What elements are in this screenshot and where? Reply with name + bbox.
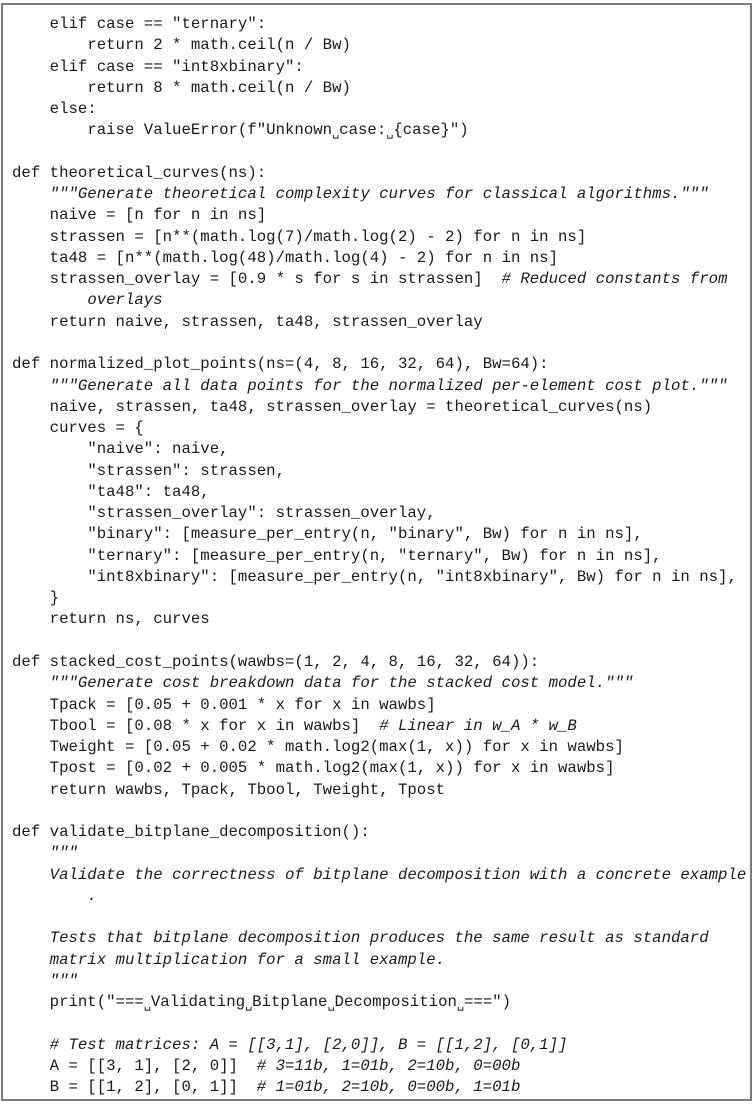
code-listing bbox=[12, 14, 746, 1099]
line-indent bbox=[12, 1036, 50, 1054]
code-text: Tpack = [0.05 + 0.001 * x for x in wawbs] bbox=[49, 695, 436, 714]
code-line bbox=[12, 631, 746, 652]
code-line bbox=[12, 886, 746, 907]
line-indent bbox=[12, 504, 87, 522]
code-text: return ns, curves bbox=[49, 610, 210, 629]
line-indent bbox=[12, 483, 87, 501]
code-line bbox=[12, 461, 746, 482]
code-line bbox=[12, 822, 746, 843]
code-text: "ternary": [measure_per_entry(n, "ternary", Bw) for n in ns], bbox=[87, 546, 662, 565]
code-text: return naive, strassen, ta48, strassen_overlay bbox=[49, 312, 483, 331]
code-text: def normalized_plot_points(ns=(4, 8, 16, 32, 64), Bw=64): bbox=[12, 355, 549, 374]
code-line bbox=[12, 418, 746, 439]
docstring-text: """ bbox=[49, 971, 78, 990]
line-indent bbox=[12, 1057, 50, 1075]
code-line bbox=[12, 184, 746, 205]
line-indent bbox=[12, 185, 50, 203]
code-text: "ta48": ta48, bbox=[87, 482, 210, 501]
code-line bbox=[12, 1013, 746, 1034]
code-line bbox=[12, 928, 746, 949]
code-line bbox=[12, 716, 746, 737]
visible-space-glyph: ␣ bbox=[332, 126, 340, 141]
code-line bbox=[12, 269, 746, 290]
code-text: Tbool = [0.08 * x for x in wawbs] bbox=[49, 716, 380, 735]
line-indent bbox=[12, 547, 87, 565]
line-indent bbox=[12, 291, 87, 309]
code-text: raise ValueError(f"Unknown␣case:␣{case}") bbox=[87, 121, 469, 141]
code-line bbox=[12, 227, 746, 248]
line-indent bbox=[12, 15, 50, 33]
code-line bbox=[12, 376, 746, 397]
code-text: elif case == "int8xbinary": bbox=[49, 57, 304, 76]
code-comment: # Linear in w_A * w_B bbox=[379, 716, 577, 735]
code-line bbox=[12, 843, 746, 864]
code-text: print("===␣Validating␣Bitplane␣Decomposition␣===") bbox=[49, 993, 512, 1012]
line-indent bbox=[12, 993, 50, 1011]
code-text: def theoretical_curves(ns): bbox=[12, 163, 267, 182]
code-line bbox=[12, 907, 746, 928]
line-indent bbox=[12, 610, 50, 628]
code-line bbox=[12, 695, 746, 716]
code-comment: # 1=01b, 2=10b, 0=00b, 1=01b bbox=[256, 1078, 521, 1097]
line-indent bbox=[12, 36, 87, 54]
line-indent bbox=[12, 121, 87, 139]
code-text: B = [[1, 2], [0, 1]] bbox=[49, 1078, 257, 1097]
code-text: naive = [n for n in ns] bbox=[49, 206, 267, 225]
line-indent bbox=[12, 79, 87, 97]
docstring-text: """Generate all data points for the normalized per-element cost plot.""" bbox=[49, 376, 728, 395]
code-line bbox=[12, 673, 746, 694]
code-text: else: bbox=[49, 100, 97, 119]
code-line bbox=[12, 163, 746, 184]
code-line bbox=[12, 971, 746, 992]
line-indent bbox=[12, 696, 50, 714]
line-indent bbox=[12, 377, 50, 395]
code-line bbox=[12, 205, 746, 226]
code-line bbox=[12, 652, 746, 673]
line-indent bbox=[12, 440, 87, 458]
code-line bbox=[12, 780, 746, 801]
code-text: return 8 * math.ceil(n / Bw) bbox=[87, 78, 351, 97]
code-line bbox=[12, 142, 746, 163]
code-text: strassen = [n**(math.log(7)/math.log(2) - 2) for n in ns] bbox=[49, 227, 587, 246]
line-indent bbox=[12, 887, 87, 905]
code-text: def validate_bitplane_decomposition(): bbox=[12, 823, 370, 842]
line-indent bbox=[12, 58, 50, 76]
code-line bbox=[12, 609, 746, 630]
code-comment: # 3=11b, 1=01b, 2=10b, 0=00b bbox=[256, 1057, 521, 1076]
code-line bbox=[12, 503, 746, 524]
line-indent bbox=[12, 228, 50, 246]
code-line bbox=[12, 354, 746, 375]
line-indent bbox=[12, 249, 50, 267]
line-indent bbox=[12, 313, 50, 331]
code-line bbox=[12, 1056, 746, 1077]
docstring-text: """Generate cost breakdown data for the stacked cost model.""" bbox=[49, 674, 634, 693]
code-line bbox=[12, 35, 746, 56]
code-text: Tpost = [0.02 + 0.005 * math.log2(max(1, x)) for x in wawbs] bbox=[49, 759, 615, 778]
line-indent bbox=[12, 589, 50, 607]
code-line bbox=[12, 439, 746, 460]
code-text: } bbox=[49, 589, 60, 608]
code-text: ta48 = [n**(math.log(48)/math.log(4) - 2) for n in ns] bbox=[49, 248, 559, 267]
line-indent bbox=[12, 781, 50, 799]
code-line bbox=[12, 1035, 746, 1056]
code-line bbox=[12, 588, 746, 609]
line-indent bbox=[12, 398, 50, 416]
line-indent bbox=[12, 419, 50, 437]
docstring-text: """Generate theoretical complexity curves for classical algorithms.""" bbox=[49, 185, 709, 204]
line-indent bbox=[12, 462, 87, 480]
line-indent bbox=[12, 206, 50, 224]
line-indent bbox=[12, 738, 50, 756]
code-line bbox=[12, 99, 746, 120]
code-line bbox=[12, 992, 746, 1013]
visible-space-glyph: ␣ bbox=[456, 997, 465, 1012]
line-indent bbox=[12, 270, 50, 288]
line-indent bbox=[12, 951, 50, 969]
line-indent bbox=[12, 100, 50, 118]
visible-space-glyph: ␣ bbox=[386, 126, 394, 141]
code-text: "strassen": strassen, bbox=[87, 461, 286, 480]
code-line bbox=[12, 333, 746, 354]
line-indent bbox=[12, 1078, 50, 1096]
code-text: A = [[3, 1], [2, 0]] bbox=[49, 1057, 257, 1076]
docstring-text: . bbox=[87, 886, 97, 905]
docstring-text: """ bbox=[49, 844, 78, 863]
code-line bbox=[12, 950, 746, 971]
line-indent bbox=[12, 525, 87, 543]
visible-space-glyph: ␣ bbox=[143, 997, 151, 1012]
line-indent bbox=[12, 972, 50, 990]
line-indent bbox=[12, 759, 50, 777]
docstring-text: overlays bbox=[87, 291, 163, 310]
docstring-text: Validate the correctness of bitplane decomposition with a concrete example bbox=[49, 865, 747, 884]
code-line bbox=[12, 290, 746, 311]
code-comment: # Test matrices: A = [[3,1], [2,0]], B = [[1,2], [0,1]] bbox=[49, 1035, 568, 1054]
code-line bbox=[12, 397, 746, 418]
line-indent bbox=[12, 866, 50, 884]
code-line bbox=[12, 14, 746, 35]
code-text: "strassen_overlay": strassen_overlay, bbox=[87, 504, 436, 523]
code-text: "binary": [measure_per_entry(n, "binary", Bw) for n in ns], bbox=[87, 525, 643, 544]
code-line bbox=[12, 546, 746, 567]
line-indent bbox=[12, 568, 87, 586]
line-indent bbox=[12, 929, 50, 947]
docstring-text: Tests that bitplane decomposition produces the same result as standard bbox=[49, 929, 709, 948]
code-line bbox=[12, 758, 746, 779]
code-text: curves = { bbox=[49, 419, 144, 438]
code-line bbox=[12, 312, 746, 333]
code-listing-frame bbox=[1, 3, 752, 1101]
code-line bbox=[12, 1077, 746, 1098]
code-text: naive, strassen, ta48, strassen_overlay = theoretical_curves(ns) bbox=[49, 397, 653, 416]
docstring-text: matrix multiplication for a small example. bbox=[49, 950, 446, 969]
code-text: return wawbs, Tpack, Tbool, Tweight, Tpost bbox=[49, 780, 446, 799]
code-line bbox=[12, 57, 746, 78]
code-text: elif case == "ternary": bbox=[49, 15, 267, 33]
line-indent bbox=[12, 717, 50, 735]
code-line bbox=[12, 567, 746, 588]
code-text: "naive": naive, bbox=[87, 440, 229, 459]
code-line bbox=[12, 248, 746, 269]
code-text: def stacked_cost_points(wawbs=(1, 2, 4, 8, 16, 32, 64)): bbox=[12, 652, 540, 671]
code-text: "int8xbinary": [measure_per_entry(n, "int8xbinary", Bw) for n in ns], bbox=[87, 567, 737, 586]
code-text: return 2 * math.ceil(n / Bw) bbox=[87, 36, 351, 55]
visible-space-glyph: ␣ bbox=[327, 997, 335, 1012]
line-indent bbox=[12, 844, 50, 862]
code-line bbox=[12, 482, 746, 503]
visible-space-glyph: ␣ bbox=[245, 997, 253, 1012]
code-text: Tweight = [0.05 + 0.02 * math.log2(max(1, x)) for x in wawbs] bbox=[49, 738, 624, 757]
code-line bbox=[12, 78, 746, 99]
code-line bbox=[12, 737, 746, 758]
line-indent bbox=[12, 674, 50, 692]
code-line bbox=[12, 524, 746, 545]
code-line bbox=[12, 120, 746, 141]
code-text: strassen_overlay = [0.9 * s for s in strassen] bbox=[49, 270, 502, 289]
code-line bbox=[12, 801, 746, 822]
code-line bbox=[12, 865, 746, 886]
code-comment: # Reduced constants from bbox=[501, 270, 728, 289]
